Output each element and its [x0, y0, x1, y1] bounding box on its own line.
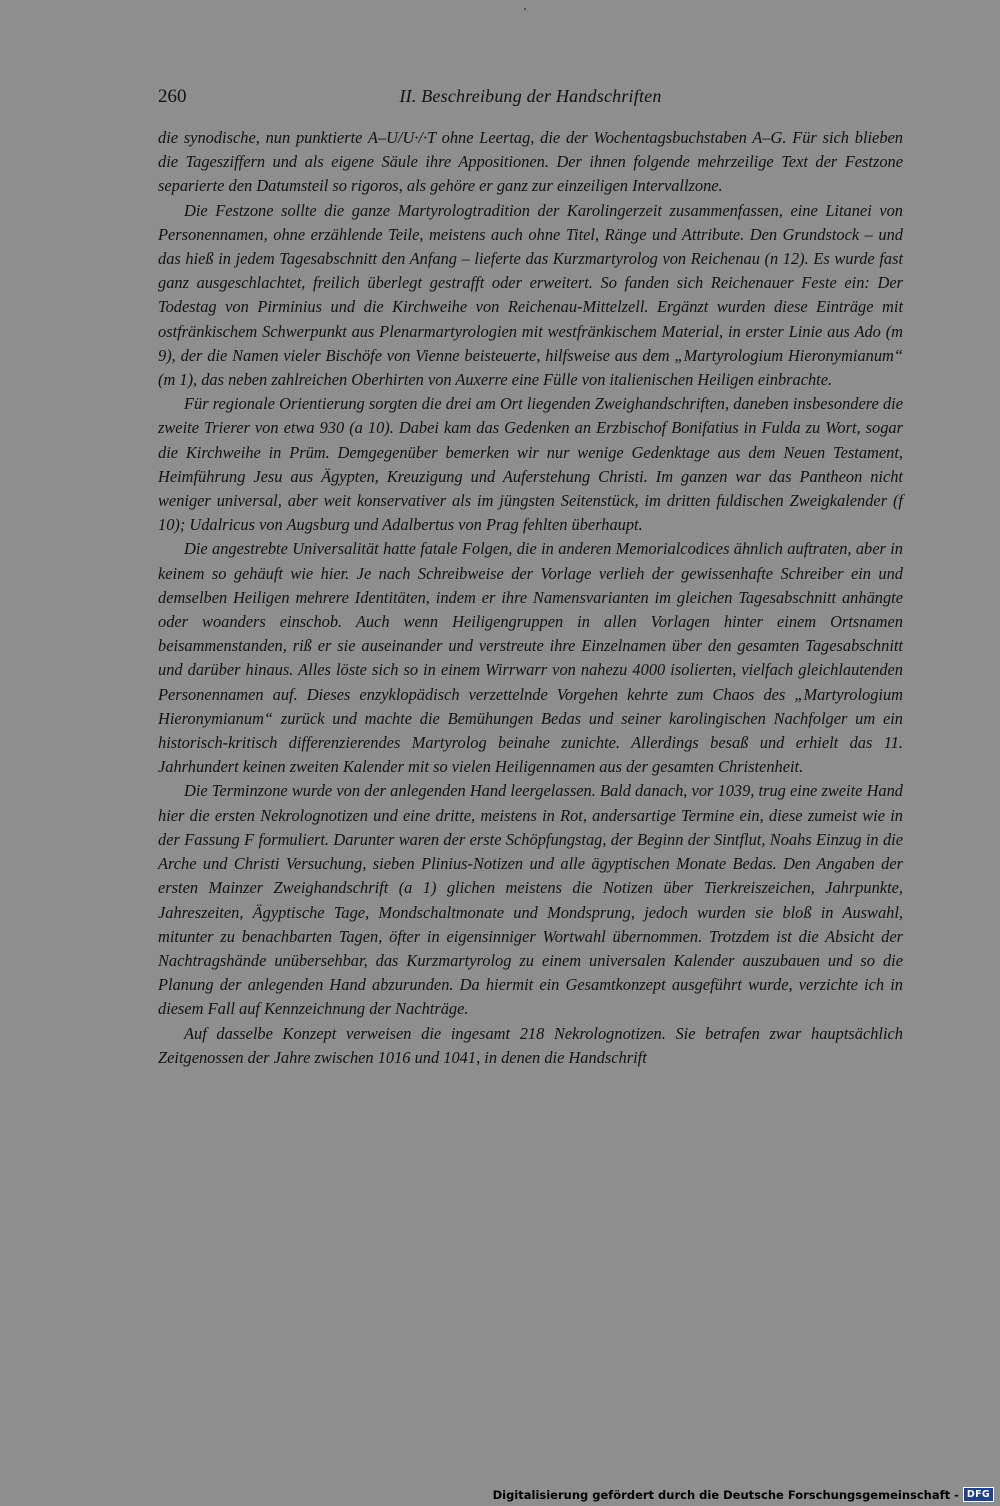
paragraph-2: Die Festzone sollte die ganze Martyrologtradition der Karolingerzeit zusammenfassen, eine Litanei von Personennamen, ohne erzählende Teile, meistens auch ohne Titel, Ränge und Attribute. Den Grundstock – und das hieß in jedem Tagesabschnitt den Anfang – lieferte das Kurzmartyrolog von Reichenau (n 12). Es wurde fast ganz ausgeschlachtet, freilich überlegt gestrafft oder erweitert. So fanden sich Reichenauer Feste ein: Der Todestag von Pirminius und die Kirchweihe von Reichenau-Mittelzell. Ergänzt wurden diese Einträge mit ostfränkischem Schwerpunkt aus Plenarmartyrologien mit westfränkischem Material, in erster Linie aus Ado (m 9), der die Namen vieler Bischöfe von Vienne beisteuerte, hilfsweise aus dem „Martyrologium Hieronymianum“ (m 1), das neben zahlreichen Oberhirten von Auxerre eine Fülle von italienischen Heiligen einbrachte.: [158, 200, 903, 390]
running-head: II. Beschreibung der Handschriften: [399, 86, 662, 106]
dfg-logo: DFG: [963, 1487, 994, 1502]
paragraph-6: Auf dasselbe Konzept verweisen die ingesamt 218 Nekrolognotizen. Sie betrafen zwar hauptsächlich Zeitgenossen der Jahre zwischen 1016 und 1041, in denen die Handschrift: [158, 1023, 903, 1067]
page-header: [158, 86, 903, 116]
scan-speck: [524, 8, 526, 10]
paragraph-5: Die Terminzone wurde von der anlegenden Hand leergelassen. Bald danach, vor 1039, trug eine zweite Hand hier die ersten Nekrolognotizen und eine dritte, meistens in Rot, andersartige Termine ein, diese zumeist wie in der Fassung F formuliert. Darunter waren der erste Schöpfungstag, der Beginn der Sintflut, Noahs Einzug in die Arche und Christi Versuchung, sieben Plinius-Notizen und alle ägyptischen Monate Bedas. Den Angaben der ersten Mainzer Zweighandschrift (a 1) glichen meistens die Notizen über Tierkreiszeichen, Jahrpunkte, Jahreszeiten, Ägyptische Tage, Mondschaltmonate und Mondsprung, jedoch wurden sie bloß in Auswahl, mitunter zu benachbarten Tagen, öfter in eigensinniger Wortwahl übernommen. Trotzdem ist die Absicht der Nachtragshände unübersehbar, das Kurzmartyrolog zu einem universalen Kalender auszubauen und so die Planung der anlegenden Hand abzurunden. Da hiermit ein Gesamtkonzept ausgeführt wurde, verzichte ich in diesem Fall auf Kennzeichnung der Nachträge.: [158, 781, 903, 1019]
footer-text: Digitalisierung gefördert durch die Deutsche Forschungsgemeinschaft -: [492, 1487, 959, 1502]
paragraph-1: die synodische, nun punktierte A–U/U·/·T ohne Leertag, die der Wochentagsbuchstaben A–G. Für sich blieben die Tagesziffern und als eigene Säule ihre Appositionen. Der ihnen folgende mehrzeilige Text der Festzone separierte den Datumsteil so rigoros, als gehöre er ganz zur einzeiligen Intervallzone.: [158, 128, 903, 196]
digitization-footer: [493, 1487, 994, 1502]
page-number: 260: [158, 86, 187, 107]
body-text: [158, 126, 903, 1070]
paragraph-4: Die angestrebte Universalität hatte fatale Folgen, die in anderen Memorialcodices ähnlich auftraten, aber in keinem so gehäuft wie hier. Je nach Schreibweise der Vorlage verlieh der gewissenhafte Schreiber ein und demselben Heiligen mehrere Identitäten, indem er ihre Namensvarianten im gleichen Tagesabschnitt anhängte oder woanders einschob. Auch wenn Heiligengruppen in allen Vorlagen hinter einem Ortsnamen beisammenstanden, riß er sie auseinander und verstreute ihre Einzelnamen über den gesamten Tagesabschnitt und darüber hinaus. Alles löste sich so in einem Wirrwarr von nahezu 4000 isolierten, vielfach gleichlautenden Personennamen auf. Dieses enzyklopädisch verzettelnde Vorgehen kehrte zum Chaos des „Martyrologium Hieronymianum“ zurück und machte die Bemühungen Bedas und seiner karolingischen Nachfolger um ein historisch-kritisch differenzierendes Martyrolog beinahe zunichte. Allerdings besaß und erhielt das 11. Jahrhundert keinen zweiten Kalender mit so vielen Heiligennamen aus der gesamten Christenheit.: [158, 539, 903, 777]
paragraph-3: Für regionale Orientierung sorgten die drei am Ort liegenden Zweighandschriften, daneben insbesondere die zweite Trierer von etwa 930 (a 10). Dabei kam das Gedenken an Erzbischof Bonifatius in Fulda zu Wort, sogar die Kirchweihe in Prüm. Demgegenüber bemerken wir nur wenige Gedenktage aus dem Neuen Testament, Heimführung Jesu aus Ägypten, Kreuzigung und Auferstehung Christi. Im ganzen war das Pantheon nicht weniger universal, aber weit konservativer als im jüngsten Seitenstück, im dritten fuldischen Zweigkalender (f 10); Udalricus von Augsburg und Adalbertus von Prag fehlten überhaupt.: [158, 394, 903, 535]
